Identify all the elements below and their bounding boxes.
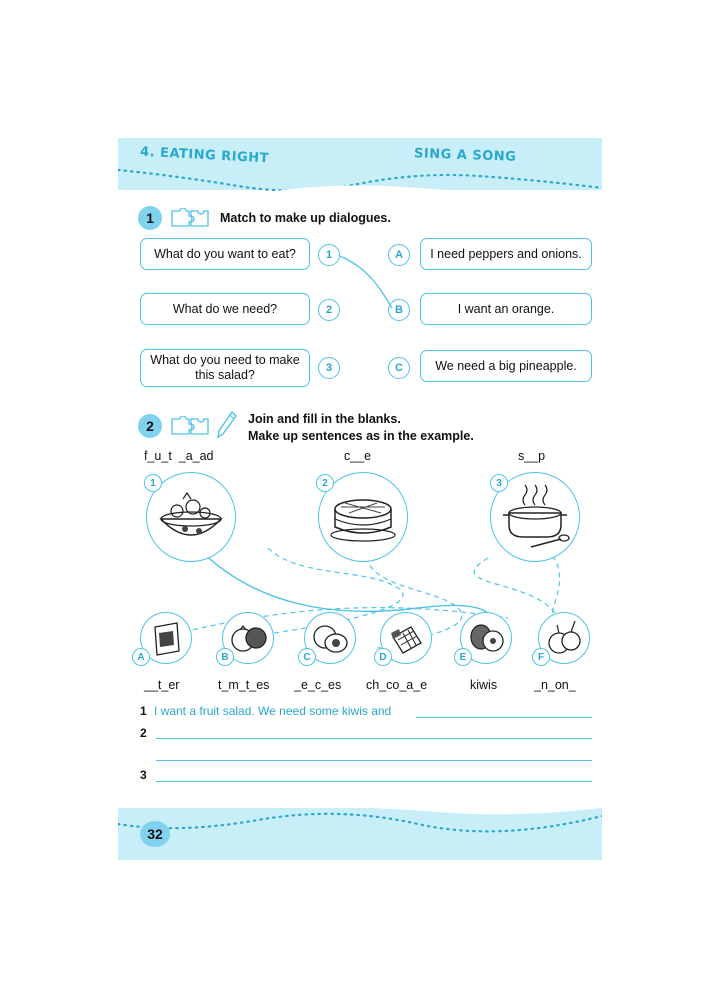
question-text: What do you want to eat? <box>154 246 296 261</box>
ingredient-word-c: _e_c_es <box>294 678 342 692</box>
exercise-1-instruction: Match to make up dialogues. <box>220 211 391 225</box>
ingredient-word-a: __t_er <box>144 678 180 692</box>
answer-bubble-c <box>420 350 592 382</box>
ingredient-letter-e: E <box>454 648 472 666</box>
workbook-page <box>118 138 602 860</box>
ingredient-letter-a: A <box>132 648 150 666</box>
ingredient-word-e: kiwis <box>470 678 498 692</box>
question-text: What do we need? <box>172 301 278 316</box>
ingredient-letter-c: C <box>298 648 316 666</box>
sentence-number-2: 2 <box>140 726 147 740</box>
dish-number-1: 1 <box>144 474 162 492</box>
exercise-2-number: 2 <box>138 414 162 438</box>
section-title: SING A SONG <box>413 146 517 165</box>
answer-letter-a[interactable]: A <box>388 244 410 266</box>
writing-line[interactable] <box>416 717 592 718</box>
dish-word-3: s__p <box>518 449 546 463</box>
question-text: What do you need to make this salad? <box>150 353 300 382</box>
answer-bubble-a <box>420 238 592 270</box>
ingredient-letter-d: D <box>374 648 392 666</box>
exercise-1-number: 1 <box>138 206 162 230</box>
answer-bubble-b <box>420 293 592 325</box>
sentence-number-3: 3 <box>140 768 147 782</box>
pencil-icon <box>216 410 238 440</box>
dish-number-3: 3 <box>490 474 508 492</box>
answer-letter-b[interactable]: B <box>388 299 410 321</box>
answer-text: We need a big pineapple. <box>435 358 577 373</box>
question-number-3[interactable]: 3 <box>318 357 340 379</box>
answer-text: I need peppers and onions. <box>430 246 582 261</box>
dish-word-2: c__e <box>344 449 372 463</box>
match-line <box>118 138 602 438</box>
ingredient-word-b: t_m_t_es <box>218 678 270 692</box>
ingredient-word-f: _n_on_ <box>534 678 576 692</box>
exercise-2-instruction-line-2: Make up sentences as in the example. <box>248 429 474 443</box>
exercise-2-instruction-line-1: Join and fill in the blanks. <box>248 412 401 426</box>
ingredient-letter-b: B <box>216 648 234 666</box>
writing-line[interactable] <box>156 760 592 761</box>
sentence-number-1: 1 <box>140 704 147 718</box>
page-number: 32 <box>140 821 170 847</box>
ingredient-letter-f: F <box>532 648 550 666</box>
answer-letter-c[interactable]: C <box>388 357 410 379</box>
dish-number-2: 2 <box>316 474 334 492</box>
footer-dotted-wave <box>118 794 602 838</box>
unit-title: 4. EATING RIGHT <box>139 144 270 167</box>
puzzle-icon <box>170 416 210 436</box>
writing-line[interactable] <box>156 738 592 739</box>
question-number-2[interactable]: 2 <box>318 299 340 321</box>
answer-text: I want an orange. <box>457 301 555 316</box>
ingredient-word-d: ch_co_a_e <box>366 678 428 692</box>
example-sentence: I want a fruit salad. We need some kiwis and <box>154 704 392 718</box>
dish-word-1: f_u_t _a_ad <box>144 449 214 463</box>
writing-line[interactable] <box>156 781 592 782</box>
question-number-1[interactable]: 1 <box>318 244 340 266</box>
